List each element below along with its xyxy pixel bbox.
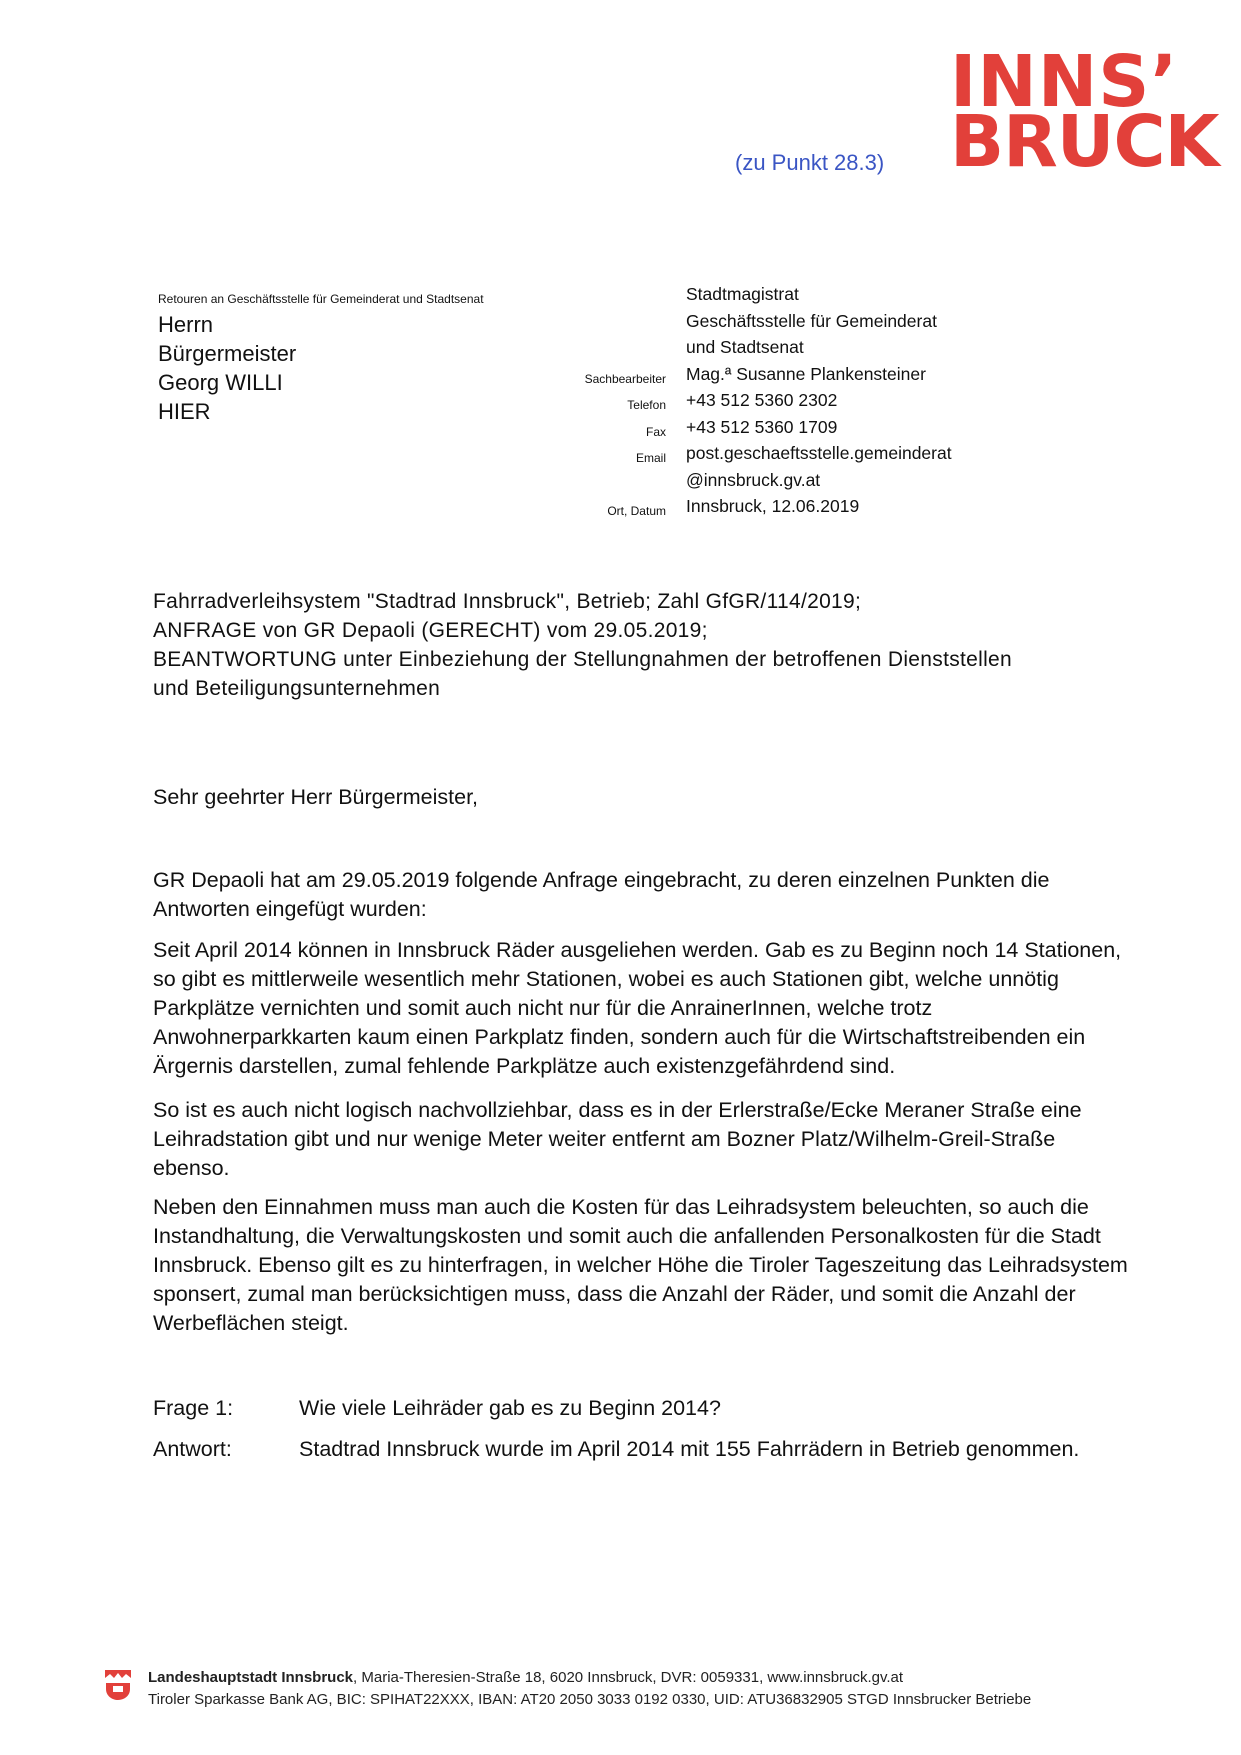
footer-line-2: Tiroler Sparkasse Bank AG, BIC: SPIHAT22XXX, IBAN: AT20 2050 3033 0192 0330, UID: ATU36832905 STGD Innsbrucker Betriebe (148, 1691, 1032, 1708)
sender-row (560, 417, 1000, 444)
sender-value: Geschäftsstelle für Gemeinderat (686, 310, 937, 331)
paragraph: GR Depaoli hat am 29.05.2019 folgende Anfrage eingebracht, zu deren einzelnen Punkten die Antworten eingefügt wurden: (153, 868, 1050, 921)
footer-line-1 (148, 1667, 1031, 1689)
sender-value: +43 512 5360 2302 (686, 390, 838, 410)
footer-org: Landeshauptstadt Innsbruck (148, 1669, 354, 1686)
paragraph: So ist es auch nicht logisch nachvollziehbar, dass es in der Erlerstraße/Ecke Meraner Straße eine Leihradstation gibt und nur wenige Meter weiter entfernt am Bozner Platz/Wilhelm-Greil-Straße ebenso. (153, 1098, 1082, 1180)
paragraph: Seit April 2014 können in Innsbruck Räder ausgeliehen werden. Gab es zu Beginn noch 14 Stationen, so gibt es mittlerweile wesentlich mehr Stationen, wobei es auch Stationen gibt, welche unnötig Parkplätze vernichten und somit auch nicht nur für die AnrainerInnen, welche trotz Anwohnerparkkarten kaum einen Parkplatz finden, sondern auch für die Wirtschaftstreibenden ein Ärgernis darstellen, zumal fehlende Parkplätze auch existenzgefährdend sind. (153, 938, 1122, 1078)
city-crest-icon (103, 1668, 133, 1702)
sender-value: Mag.ª Susanne Plankensteiner (686, 363, 926, 384)
paragraph: Neben den Einnahmen muss man auch die Kosten für das Leihradsystem beleuchten, so auch die Instandhaltung, die Verwaltungskosten und somit auch die anfallenden Personalkosten für die Stadt Innsbruck. Ebenso gilt es zu hinterfragen, in welcher Höhe die Tiroler Tageszeitung das Leihradsystem sponsert, zumal man berücksichtigen muss, dass die Anzahl der Räder, und somit die Anzahl der Werbeflächen steigt. (153, 1195, 1128, 1335)
return-address: Retouren an Geschäftsstelle für Gemeinderat und Stadtsenat (158, 292, 484, 306)
sender-label (560, 470, 666, 478)
sender-row (560, 443, 1000, 470)
sender-label (560, 284, 666, 292)
question-label: Frage 1: (153, 1396, 234, 1420)
subject-block (153, 587, 1012, 703)
answer-label: Antwort: (153, 1437, 232, 1461)
subject-line: ANFRAGE von GR Depaoli (GERECHT) vom 29.05.2019; (153, 619, 708, 642)
sender-row (560, 496, 1000, 523)
sender-row (560, 364, 1000, 391)
sender-label (560, 311, 666, 319)
subject-line: Fahrradverleihsystem "Stadtrad Innsbruck", Betrieb; Zahl GfGR/114/2019; (153, 590, 862, 613)
sender-label (560, 337, 666, 345)
recipient-line: Georg WILLI (158, 370, 283, 395)
agenda-note: (zu Punkt 28.3) (735, 150, 885, 175)
recipient-line: Herrn (158, 312, 214, 337)
innsbruck-logo (950, 40, 1219, 183)
sender-label: Email (635, 451, 666, 465)
sender-value: Stadtmagistrat (686, 284, 799, 304)
sender-row (560, 390, 1000, 417)
footer-address: , Maria-Theresien-Straße 18, 6020 Innsbruck, DVR: 0059331, www.innsbruck.gv.at (353, 1669, 904, 1686)
footer (148, 1667, 1031, 1711)
sender-value: +43 512 5360 1709 (686, 416, 838, 437)
sender-row (560, 311, 1000, 338)
answer-text: Stadtrad Innsbruck wurde im April 2014 mit 155 Fahrrädern in Betrieb genommen. (299, 1437, 1080, 1461)
question-text: Wie viele Leihräder gab es zu Beginn 2014? (299, 1396, 721, 1420)
salutation: Sehr geehrter Herr Bürgermeister, (153, 785, 479, 809)
sender-row (560, 284, 1000, 311)
sender-value: @innsbruck.gv.at (686, 469, 821, 490)
sender-row (560, 470, 1000, 497)
sender-label: Fax (645, 424, 666, 439)
sender-row (560, 337, 1000, 364)
logo-line-2: BRUCK (950, 100, 1219, 183)
subject-line: BEANTWORTUNG unter Einbeziehung der Stellungnahmen der betroffenen Dienststellen (153, 648, 1013, 671)
sender-value: post.geschaeftsstelle.gemeinderat (686, 443, 952, 463)
question-row (153, 1393, 1133, 1423)
sender-value: Innsbruck, 12.06.2019 (686, 496, 860, 516)
sender-value: und Stadtsenat (686, 337, 804, 357)
sender-block (560, 284, 1000, 523)
logo-line-1: INNS’ (950, 40, 1179, 123)
answer-row (153, 1434, 1133, 1464)
subject-line: und Beteiligungsunternehmen (153, 677, 441, 700)
sender-label: Sachbearbeiter (584, 371, 666, 386)
recipient-line: Bürgermeister (158, 341, 297, 366)
sender-label: Telefon (627, 398, 666, 412)
recipient-block (158, 310, 296, 426)
sender-label: Ort, Datum (607, 504, 666, 518)
question-answer-block (153, 1393, 1133, 1475)
recipient-line: HIER (158, 399, 211, 424)
